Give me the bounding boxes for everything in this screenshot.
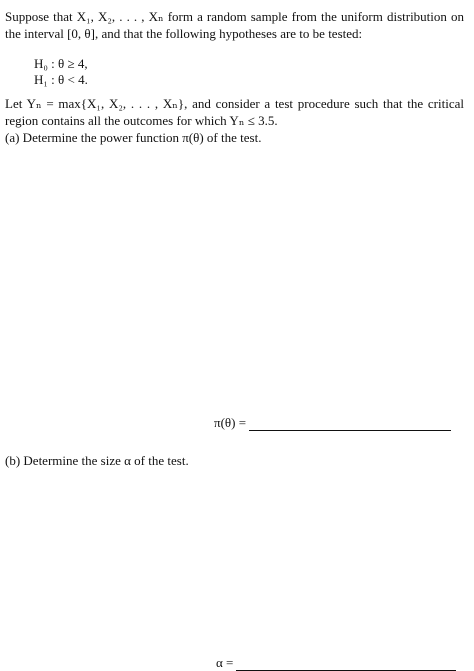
problem-intro: Suppose that X₁, X₂, . . . , Xₙ form a random sample from the uniform distribution on the interval [0, θ], and that the following hypotheses are to be tested: <box>5 9 464 41</box>
part-a-answer-blank[interactable] <box>249 418 451 431</box>
alternative-hypothesis: H₁ : θ < 4. <box>34 72 88 87</box>
part-b-answer-row <box>216 654 456 671</box>
part-b-answer-label: α = <box>216 655 234 670</box>
part-a-answer-row <box>214 414 451 431</box>
null-hypothesis: H₀ : θ ≥ 4, <box>34 56 88 71</box>
test-description: Let Yₙ = max{X₁, X₂, . . . , Xₙ}, and consider a test procedure such that the critical region contains all the outcomes for which Yₙ ≤ 3.5. <box>5 96 464 128</box>
part-a-question: (a) Determine the power function π(θ) of the test. <box>5 130 262 145</box>
part-a-answer-label: π(θ) = <box>214 415 247 430</box>
part-b-question: (b) Determine the size α of the test. <box>5 453 189 468</box>
part-b-answer-blank[interactable] <box>236 658 456 671</box>
